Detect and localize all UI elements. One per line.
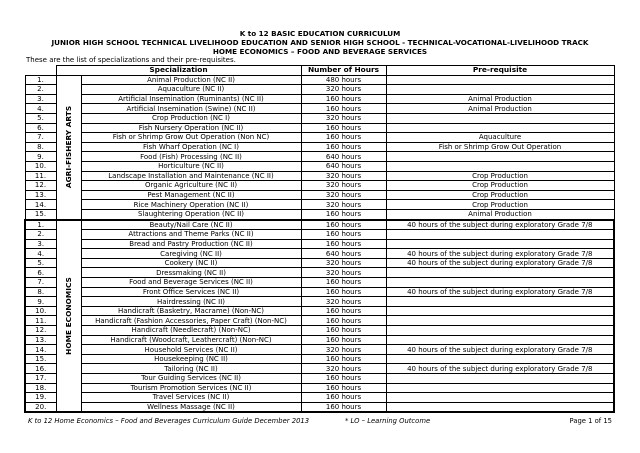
row-number: 14. bbox=[25, 345, 56, 355]
table-header-row bbox=[25, 66, 614, 76]
category-cell bbox=[56, 75, 81, 219]
prereq-cell bbox=[386, 326, 614, 336]
hours-cell: 160 hours bbox=[301, 209, 386, 219]
table-row bbox=[25, 249, 614, 259]
hours-cell: 160 hours bbox=[301, 354, 386, 364]
prereq-cell: Crop Production bbox=[386, 190, 614, 200]
row-number: 5. bbox=[25, 258, 56, 268]
specialization-cell: Travel Services (NC II) bbox=[81, 393, 301, 403]
specialization-cell: Horticulture (NC II) bbox=[81, 161, 301, 171]
hours-cell: 160 hours bbox=[301, 133, 386, 143]
hours-cell: 320 hours bbox=[301, 258, 386, 268]
doc-title: K to 12 BASIC EDUCATION CURRICULUM bbox=[239, 29, 401, 38]
specialization-cell: Dressmaking (NC II) bbox=[81, 268, 301, 278]
table-row bbox=[25, 209, 614, 219]
row-number: 2. bbox=[25, 230, 56, 240]
row-number: 7. bbox=[25, 278, 56, 288]
specialization-cell: Rice Machinery Operation (NC II) bbox=[81, 200, 301, 210]
hours-cell: 160 hours bbox=[301, 383, 386, 393]
row-number: 9. bbox=[25, 297, 56, 307]
row-number: 3. bbox=[25, 239, 56, 249]
prereq-cell bbox=[386, 152, 614, 162]
hours-cell: 160 hours bbox=[301, 326, 386, 336]
table-row bbox=[25, 104, 614, 114]
prereq-cell bbox=[386, 297, 614, 307]
hours-cell: 160 hours bbox=[301, 306, 386, 316]
specialization-cell: Household Services (NC II) bbox=[81, 345, 301, 355]
prereq-cell: Crop Production bbox=[386, 171, 614, 181]
prereq-cell bbox=[386, 85, 614, 95]
prereq-cell: 40 hours of the subject during exploratory Grade 7/8 bbox=[386, 345, 614, 355]
hours-cell: 320 hours bbox=[301, 113, 386, 123]
prereq-cell: Fish or Shrimp Grow Out Operation bbox=[386, 142, 614, 152]
specialization-cell: Cookery (NC II) bbox=[81, 258, 301, 268]
hours-cell: 160 hours bbox=[301, 278, 386, 288]
prereq-cell: Animal Production bbox=[386, 209, 614, 219]
row-number: 12. bbox=[25, 181, 56, 191]
table-row bbox=[25, 335, 614, 345]
prereq-cell bbox=[386, 393, 614, 403]
footer-page: Page 1 of 15 bbox=[569, 417, 612, 425]
doc-subtitle: JUNIOR HIGH SCHOOL TECHNICAL LIVELIHOOD EDUCATION AND SENIOR HIGH SCHOOL - TECHNICAL-VOCATIONAL-LIVELIHOOD TRACK bbox=[51, 38, 589, 47]
specialization-cell: Tailoring (NC II) bbox=[81, 364, 301, 374]
table-row bbox=[25, 161, 614, 171]
prereq-cell bbox=[386, 306, 614, 316]
specialization-cell: Housekeeping (NC II) bbox=[81, 354, 301, 364]
row-number: 19. bbox=[25, 393, 56, 403]
specialization-cell: Hairdressing (NC II) bbox=[81, 297, 301, 307]
row-number: 4. bbox=[25, 104, 56, 114]
row-number: 2. bbox=[25, 85, 56, 95]
specialization-cell: Handicraft (Needlecraft) (Non-NC) bbox=[81, 326, 301, 336]
specialization-cell: Handicraft (Woodcraft, Leathercraft) (Non-NC) bbox=[81, 335, 301, 345]
footer-guide: K to 12 Home Economics – Food and Beverages Curriculum Guide December 2013 bbox=[28, 417, 310, 425]
table-row bbox=[25, 220, 614, 230]
row-number: 15. bbox=[25, 354, 56, 364]
row-number: 14. bbox=[25, 200, 56, 210]
row-number: 1. bbox=[25, 220, 56, 230]
prereq-cell bbox=[386, 230, 614, 240]
hours-cell: 480 hours bbox=[301, 75, 386, 85]
blank-header bbox=[25, 66, 56, 76]
specialization-cell: Wellness Massage (NC II) bbox=[81, 402, 301, 412]
table-row bbox=[25, 190, 614, 200]
prereq-cell: Crop Production bbox=[386, 181, 614, 191]
table-row bbox=[25, 326, 614, 336]
table-row bbox=[25, 287, 614, 297]
specialization-cell: Pest Management (NC II) bbox=[81, 190, 301, 200]
header-specialization: Specialization bbox=[56, 66, 301, 76]
row-number: 8. bbox=[25, 142, 56, 152]
row-number: 5. bbox=[25, 113, 56, 123]
prereq-cell: 40 hours of the subject during exploratory Grade 7/8 bbox=[386, 249, 614, 259]
table-row bbox=[25, 354, 614, 364]
row-number: 6. bbox=[25, 268, 56, 278]
table-row bbox=[25, 268, 614, 278]
table-row bbox=[25, 75, 614, 85]
prereq-cell bbox=[386, 113, 614, 123]
hours-cell: 160 hours bbox=[301, 374, 386, 384]
row-number: 15. bbox=[25, 209, 56, 219]
doc-heading: HOME ECONOMICS – FOOD AND BEVERAGE SERVICES bbox=[212, 47, 428, 56]
hours-cell: 320 hours bbox=[301, 200, 386, 210]
table-row bbox=[25, 258, 614, 268]
hours-cell: 160 hours bbox=[301, 220, 386, 230]
table-row bbox=[25, 85, 614, 95]
table-row bbox=[25, 316, 614, 326]
table-row bbox=[25, 239, 614, 249]
table-row bbox=[25, 278, 614, 288]
prereq-cell: 40 hours of the subject during exploratory Grade 7/8 bbox=[386, 287, 614, 297]
specialization-cell: Handicraft (Basketry, Macrame) (Non-NC) bbox=[81, 306, 301, 316]
table-row bbox=[25, 113, 614, 123]
specialization-cell: Artificial Insemination (Ruminants) (NC II) bbox=[81, 94, 301, 104]
row-number: 10. bbox=[25, 306, 56, 316]
row-number: 11. bbox=[25, 316, 56, 326]
prereq-cell: 40 hours of the subject during exploratory Grade 7/8 bbox=[386, 220, 614, 230]
hours-cell: 160 hours bbox=[301, 287, 386, 297]
table-row bbox=[25, 345, 614, 355]
specialization-cell: Handicraft (Fashion Accessories, Paper Craft) (Non-NC) bbox=[81, 316, 301, 326]
specialization-cell: Food and Beverage Services (NC II) bbox=[81, 278, 301, 288]
prereq-cell bbox=[386, 161, 614, 171]
prereq-cell bbox=[386, 383, 614, 393]
prereq-cell bbox=[386, 335, 614, 345]
category-label: AGRI-FISHERY ARTS bbox=[63, 105, 73, 189]
prereq-cell bbox=[386, 402, 614, 412]
hours-cell: 160 hours bbox=[301, 239, 386, 249]
hours-cell: 640 hours bbox=[301, 161, 386, 171]
table-row bbox=[25, 297, 614, 307]
prereq-cell: Crop Production bbox=[386, 200, 614, 210]
row-number: 13. bbox=[25, 190, 56, 200]
row-number: 4. bbox=[25, 249, 56, 259]
specializations-table bbox=[24, 65, 615, 413]
header-hours: Number of Hours bbox=[301, 66, 386, 76]
hours-cell: 160 hours bbox=[301, 104, 386, 114]
hours-cell: 640 hours bbox=[301, 249, 386, 259]
table-row bbox=[25, 142, 614, 152]
prereq-cell bbox=[386, 268, 614, 278]
prereq-cell: 40 hours of the subject during exploratory Grade 7/8 bbox=[386, 258, 614, 268]
table-row bbox=[25, 171, 614, 181]
row-number: 17. bbox=[25, 374, 56, 384]
table-row bbox=[25, 402, 614, 412]
row-number: 10. bbox=[25, 161, 56, 171]
specialization-cell: Tourism Promotion Services (NC II) bbox=[81, 383, 301, 393]
hours-cell: 320 hours bbox=[301, 297, 386, 307]
hours-cell: 160 hours bbox=[301, 335, 386, 345]
row-number: 18. bbox=[25, 383, 56, 393]
hours-cell: 640 hours bbox=[301, 152, 386, 162]
specialization-cell: Organic Agriculture (NC II) bbox=[81, 181, 301, 191]
row-number: 1. bbox=[25, 75, 56, 85]
prereq-cell bbox=[386, 75, 614, 85]
category-cell bbox=[56, 220, 81, 413]
specialization-cell: Fish or Shrimp Grow Out Operation (Non NC) bbox=[81, 133, 301, 143]
table-row bbox=[25, 133, 614, 143]
prereq-cell bbox=[386, 239, 614, 249]
hours-cell: 160 hours bbox=[301, 94, 386, 104]
row-number: 12. bbox=[25, 326, 56, 336]
prereq-cell: 40 hours of the subject during exploratory Grade 7/8 bbox=[386, 364, 614, 374]
hours-cell: 160 hours bbox=[301, 402, 386, 412]
table-row bbox=[25, 200, 614, 210]
table-row bbox=[25, 393, 614, 403]
prereq-cell: Aquaculture bbox=[386, 133, 614, 143]
specialization-cell: Fish Wharf Operation (NC I) bbox=[81, 142, 301, 152]
hours-cell: 320 hours bbox=[301, 181, 386, 191]
table-row bbox=[25, 152, 614, 162]
table-row bbox=[25, 181, 614, 191]
row-number: 3. bbox=[25, 94, 56, 104]
specialization-cell: Front Office Services (NC II) bbox=[81, 287, 301, 297]
hours-cell: 320 hours bbox=[301, 190, 386, 200]
row-number: 16. bbox=[25, 364, 56, 374]
table-row bbox=[25, 230, 614, 240]
row-number: 13. bbox=[25, 335, 56, 345]
hours-cell: 320 hours bbox=[301, 268, 386, 278]
hours-cell: 160 hours bbox=[301, 316, 386, 326]
row-number: 9. bbox=[25, 152, 56, 162]
hours-cell: 160 hours bbox=[301, 142, 386, 152]
row-number: 11. bbox=[25, 171, 56, 181]
specialization-cell: Slaughtering Operation (NC II) bbox=[81, 209, 301, 219]
prereq-cell bbox=[386, 316, 614, 326]
specialization-cell: Bread and Pastry Production (NC II) bbox=[81, 239, 301, 249]
footer-note: * LO – Learning Outcome bbox=[345, 417, 431, 425]
row-number: 8. bbox=[25, 287, 56, 297]
prereq-cell: Animal Production bbox=[386, 104, 614, 114]
hours-cell: 320 hours bbox=[301, 85, 386, 95]
prereq-cell bbox=[386, 278, 614, 288]
specialization-cell: Fish Nursery Operation (NC II) bbox=[81, 123, 301, 133]
prereq-cell bbox=[386, 354, 614, 364]
table-row bbox=[25, 383, 614, 393]
specialization-cell: Tour Guiding Services (NC II) bbox=[81, 374, 301, 384]
hours-cell: 320 hours bbox=[301, 364, 386, 374]
table-row bbox=[25, 94, 614, 104]
table-row bbox=[25, 123, 614, 133]
specialization-cell: Beauty/Nail Care (NC II) bbox=[81, 220, 301, 230]
specialization-cell: Aquaculture (NC II) bbox=[81, 85, 301, 95]
prereq-cell bbox=[386, 374, 614, 384]
specialization-cell: Food (Fish) Processing (NC II) bbox=[81, 152, 301, 162]
hours-cell: 160 hours bbox=[301, 123, 386, 133]
hours-cell: 320 hours bbox=[301, 171, 386, 181]
hours-cell: 160 hours bbox=[301, 393, 386, 403]
specialization-cell: Landscape Installation and Maintenance (NC II) bbox=[81, 171, 301, 181]
table-row bbox=[25, 374, 614, 384]
specialization-cell: Animal Production (NC II) bbox=[81, 75, 301, 85]
prereq-cell: Animal Production bbox=[386, 94, 614, 104]
category-label: HOME ECONOMICS bbox=[63, 277, 73, 355]
specialization-cell: Caregiving (NC II) bbox=[81, 249, 301, 259]
specialization-cell: Crop Production (NC I) bbox=[81, 113, 301, 123]
row-number: 7. bbox=[25, 133, 56, 143]
intro-text: These are the list of specializations and their pre-requisites. bbox=[26, 56, 236, 64]
row-number: 20. bbox=[25, 402, 56, 412]
row-number: 6. bbox=[25, 123, 56, 133]
specialization-cell: Artificial Insemination (Swine) (NC II) bbox=[81, 104, 301, 114]
hours-cell: 320 hours bbox=[301, 345, 386, 355]
header-prereq: Pre-requisite bbox=[386, 66, 614, 76]
hours-cell: 160 hours bbox=[301, 230, 386, 240]
specialization-cell: Attractions and Theme Parks (NC II) bbox=[81, 230, 301, 240]
prereq-cell bbox=[386, 123, 614, 133]
table-row bbox=[25, 306, 614, 316]
table-row bbox=[25, 364, 614, 374]
